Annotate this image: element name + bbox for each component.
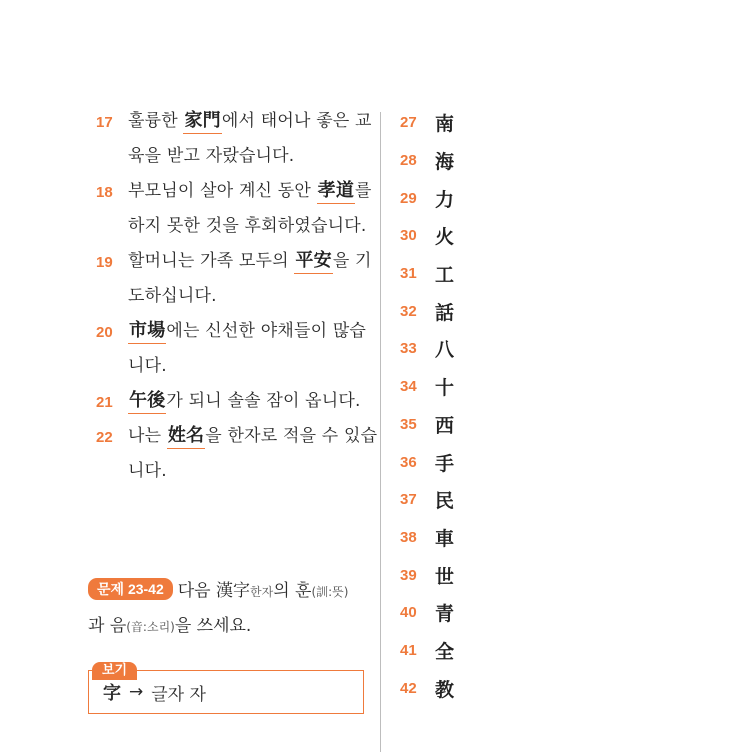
item-number: 37 — [400, 491, 417, 509]
item-number: 40 — [400, 604, 417, 622]
hanja-char: 海 — [435, 151, 455, 174]
instruction-note: (訓:뜻) — [311, 585, 349, 599]
hanja-char: 青 — [435, 603, 455, 626]
hanja-char: 民 — [435, 490, 455, 513]
item-number: 35 — [400, 415, 417, 433]
hanja-item-41 — [400, 632, 480, 670]
hanja-char: 世 — [435, 565, 455, 588]
instruction — [88, 574, 378, 644]
item-number: 27 — [400, 114, 417, 132]
arrow-icon: → — [129, 682, 144, 702]
item-number: 32 — [400, 302, 417, 320]
question-17 — [88, 104, 378, 174]
question-text-post: 에서 태어나 좋은 교육을 받고 자랐습니다. — [128, 111, 372, 166]
example-answer: 글자 자 — [151, 684, 206, 705]
hanja-char: 話 — [435, 301, 455, 324]
question-number: 20 — [96, 324, 113, 341]
item-number: 42 — [400, 679, 417, 697]
instruction-line-1 — [88, 574, 378, 609]
hanja-char: 車 — [435, 527, 455, 550]
item-number: 34 — [400, 378, 417, 396]
example-hanja: 字 — [103, 683, 121, 704]
hanja-item-36 — [400, 443, 480, 481]
problem-badge: 문제 23-42 — [88, 578, 173, 600]
question-text-pre: 훌륭한 — [128, 111, 184, 131]
question-number: 22 — [96, 429, 113, 446]
hanja-char: 全 — [435, 640, 455, 663]
hanja-item-28 — [400, 142, 480, 180]
hanja-item-30 — [400, 217, 480, 255]
hanja-item-35 — [400, 406, 480, 444]
question-text — [128, 104, 378, 174]
hanja-item-39 — [400, 556, 480, 594]
question-text-post: 에는 신선한 야채들이 많습니다. — [128, 321, 367, 376]
hanja-char: 手 — [435, 452, 455, 475]
item-number: 38 — [400, 528, 417, 546]
question-number: 18 — [96, 184, 113, 201]
question-number: 19 — [96, 254, 113, 271]
item-number: 30 — [400, 227, 417, 245]
question-20 — [88, 314, 378, 384]
question-text-pre: 할머니는 가족 모두의 — [128, 251, 295, 271]
hanja-word: 市場 — [128, 320, 166, 344]
hanja-char: 火 — [435, 226, 455, 249]
item-number: 36 — [400, 453, 417, 471]
item-number: 41 — [400, 641, 417, 659]
item-number: 33 — [400, 340, 417, 358]
question-18 — [88, 174, 378, 244]
instruction-text: 과 음 — [88, 616, 127, 636]
instruction-note: 한자 — [250, 585, 274, 599]
question-19 — [88, 244, 378, 314]
question-text — [128, 174, 378, 244]
question-text — [128, 419, 378, 489]
hanja-word: 姓名 — [167, 425, 205, 449]
example-label: 보기 — [92, 662, 137, 680]
item-number: 28 — [400, 152, 417, 170]
instruction-note: (音:소리) — [126, 620, 175, 634]
question-text-post: 가 되니 솔솔 잠이 옵니다. — [166, 391, 361, 411]
question-number: 21 — [96, 394, 113, 411]
hanja-item-33 — [400, 330, 480, 368]
question-number: 17 — [96, 114, 113, 131]
hanja-char: 工 — [435, 264, 455, 287]
hanja-char: 力 — [435, 188, 455, 211]
hanja-char: 南 — [435, 113, 455, 136]
question-text-post: 을 기도하십니다. — [128, 251, 372, 306]
item-number: 31 — [400, 265, 417, 283]
item-number: 29 — [400, 189, 417, 207]
question-text-post: 을 한자로 적을 수 있습니다. — [128, 426, 378, 481]
hanja-item-32 — [400, 292, 480, 330]
hanja-item-38 — [400, 519, 480, 557]
instruction-text: 의 훈 — [273, 581, 312, 601]
question-21 — [88, 384, 378, 419]
questions-column — [88, 104, 378, 489]
hanja-item-34 — [400, 368, 480, 406]
hanja-char: 西 — [435, 414, 455, 437]
item-number: 39 — [400, 566, 417, 584]
hanja-word: 午後 — [128, 390, 166, 414]
hanja-item-42 — [400, 669, 480, 707]
instruction-text: 을 쓰세요. — [174, 616, 252, 636]
hanja-item-27 — [400, 104, 480, 142]
hanja-word: 家門 — [183, 110, 221, 134]
hanja-item-37 — [400, 481, 480, 519]
hanja-item-29 — [400, 179, 480, 217]
hanja-char: 十 — [435, 377, 455, 400]
question-text-pre: 부모님이 살아 계신 동안 — [128, 181, 317, 201]
question-text — [128, 244, 378, 314]
instruction-text: 다음 — [177, 581, 216, 601]
question-text-pre: 나는 — [128, 426, 167, 446]
instruction-hanja: 漢字 — [216, 581, 250, 601]
hanja-word: 孝道 — [317, 180, 355, 204]
hanja-item-40 — [400, 594, 480, 632]
question-22 — [88, 419, 378, 489]
question-text — [128, 314, 378, 384]
column-divider — [380, 112, 381, 752]
hanja-word: 平安 — [294, 250, 332, 274]
hanja-list — [400, 104, 480, 707]
question-text-post: 를 하지 못한 것을 후회하였습니다. — [128, 181, 372, 236]
hanja-char: 八 — [435, 339, 455, 362]
instruction-line-2 — [88, 609, 378, 644]
question-text — [128, 384, 378, 419]
hanja-item-31 — [400, 255, 480, 293]
hanja-char: 教 — [435, 678, 455, 701]
